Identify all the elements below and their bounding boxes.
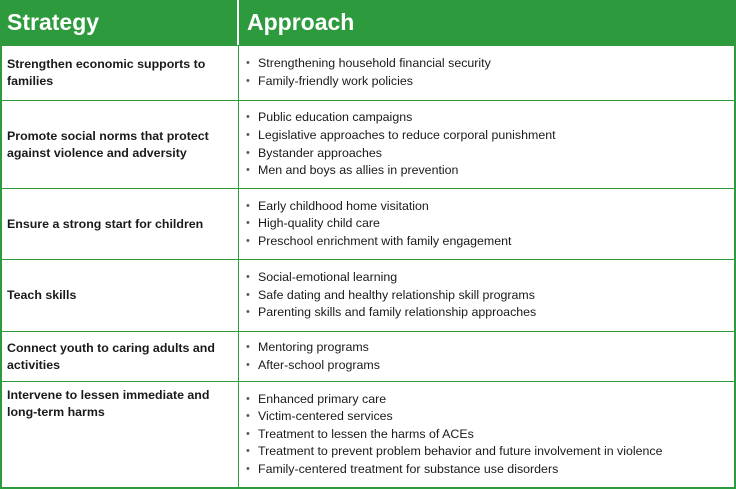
bullet-icon: • xyxy=(246,146,250,159)
bullet-icon: • xyxy=(246,164,250,177)
approach-item: • Family-friendly work policies xyxy=(246,73,730,91)
bullet-icon: • xyxy=(246,199,250,212)
bullet-icon: • xyxy=(246,57,250,70)
approach-item: • Men and boys as allies in prevention xyxy=(246,162,730,180)
strategy-cell: Intervene to lessen immediate and long-term harms xyxy=(2,382,239,487)
approach-cell xyxy=(239,332,734,381)
approach-item: • Parenting skills and family relationship approaches xyxy=(246,304,730,322)
bullet-icon: • xyxy=(246,462,250,475)
strategy-cell: Strengthen economic supports to families xyxy=(2,46,239,100)
approach-item: • Early childhood home visitation xyxy=(246,198,730,216)
approach-item: • Social-emotional learning xyxy=(246,269,730,287)
header-approach: Approach xyxy=(247,9,355,35)
approach-item: • After-school programs xyxy=(246,357,730,375)
strategy-cell: Teach skills xyxy=(2,260,239,331)
approach-item: • High-quality child care xyxy=(246,215,730,233)
approach-cell xyxy=(239,101,734,188)
bullet-icon: • xyxy=(246,234,250,247)
bullet-icon: • xyxy=(246,111,250,124)
bullet-icon: • xyxy=(246,445,250,458)
strategy-cell: Connect youth to caring adults and activities xyxy=(2,332,239,381)
approach-cell xyxy=(239,260,734,331)
bullet-icon: • xyxy=(246,358,250,371)
table-row xyxy=(2,45,734,100)
bullet-icon: • xyxy=(246,410,250,423)
table-row xyxy=(2,259,734,331)
table-header xyxy=(2,0,734,45)
strategy-cell: Promote social norms that protect against violence and adversity xyxy=(2,101,239,188)
approach-cell xyxy=(239,189,734,259)
approach-item: • Public education campaigns xyxy=(246,109,730,127)
bullet-icon: • xyxy=(246,306,250,319)
bullet-icon: • xyxy=(246,288,250,301)
bullet-icon: • xyxy=(246,392,250,405)
table-row xyxy=(2,381,734,487)
approach-item: • Enhanced primary care xyxy=(246,391,730,409)
bullet-icon: • xyxy=(246,217,250,230)
bullet-icon: • xyxy=(246,340,250,353)
approach-item: • Bystander approaches xyxy=(246,145,730,163)
strategy-cell: Ensure a strong start for children xyxy=(2,189,239,259)
bullet-icon: • xyxy=(246,128,250,141)
bullet-icon: • xyxy=(246,427,250,440)
approach-item: • Preschool enrichment with family engagement xyxy=(246,233,730,251)
bullet-icon: • xyxy=(246,75,250,87)
approach-item: • Treatment to prevent problem behavior and future involvement in violence xyxy=(246,443,730,461)
approach-item: • Victim-centered services xyxy=(246,408,730,426)
approach-cell xyxy=(239,382,734,487)
table-row xyxy=(2,331,734,381)
bullet-icon: • xyxy=(246,271,250,284)
approach-item: • Strengthening household financial security xyxy=(246,55,730,73)
approach-item: • Legislative approaches to reduce corporal punishment xyxy=(246,127,730,145)
approach-item: • Family-centered treatment for substance use disorders xyxy=(246,461,730,479)
table-row xyxy=(2,100,734,188)
approach-item: • Safe dating and healthy relationship skill programs xyxy=(246,287,730,305)
approach-cell xyxy=(239,46,734,100)
approach-item: • Treatment to lessen the harms of ACEs xyxy=(246,426,730,444)
approach-item: • Mentoring programs xyxy=(246,339,730,357)
header-strategy: Strategy xyxy=(2,0,239,45)
table-row xyxy=(2,188,734,259)
